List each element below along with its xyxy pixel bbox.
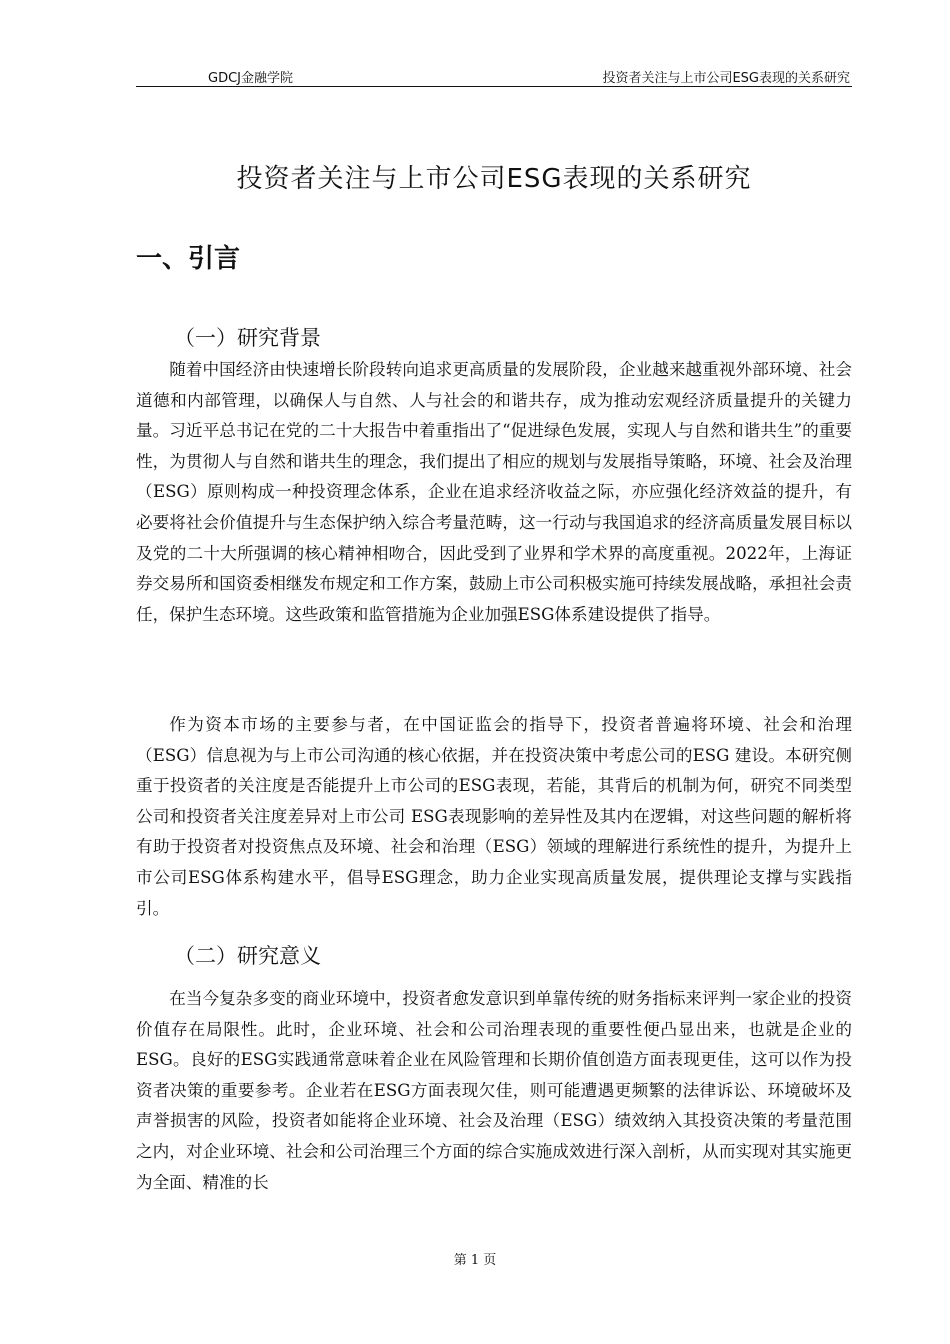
header-running-title: 投资者关注与上市公司ESG表现的关系研究: [602, 71, 850, 86]
header-institution: GDCJ金融学院: [208, 71, 293, 86]
subsection-heading-significance: （二）研究意义: [174, 944, 321, 968]
paragraph-significance-1: 在当今复杂多变的商业环境中，投资者愈发意识到单靠传统的财务指标来评判一家企业的投资价值存在局限性。此时，企业环境、社会和公司治理表现的重要性便凸显出来，也就是企业的ESG。良好的ESG实践通常意味着企业在风险管理和长期价值创造方面表现更佳，这可以作为投资者决策的重要参考。企业若在ESG方面表现欠佳，则可能遭遇更频繁的法律诉讼、环境破坏及声誉损害的风险，投资者如能将企业环境、社会及治理（ESG）绩效纳入其投资决策的考量范围之内，对企业环境、社会和公司治理三个方面的综合实施成效进行深入剖析，从而实现对其实施更为全面、精准的长: [136, 989, 852, 1192]
page-number: 第 1 页: [453, 1253, 497, 1268]
paragraph-background-1: 随着中国经济由快速增长阶段转向追求更高质量的发展阶段，企业越来越重视外部环境、社会道德和内部管理，以确保人与自然、人与社会的和谐共存，成为推动宏观经济质量提升的关键力量。习近平总书记在党的二十大报告中着重指出了“促进绿色发展，实现人与自然和谐共生”的重要性，为贯彻人与自然和谐共生的理念，我们提出了相应的规划与发展指导策略，环境、社会及治理（ESG）原则构成一种投资理念体系，企业在追求经济收益之际，亦应强化经济效益的提升，有必要将社会价值提升与生态保护纳入综合考量范畴，这一行动与我国追求的经济高质量发展目标以及党的二十大所强调的核心精神相吻合，因此受到了业界和学术界的高度重视。2022年，上海证券交易所和国资委相继发布规定和工作方案，鼓励上市公司积极实施可持续发展战略，承担社会责任，保护生态环境。这些政策和监管措施为企业加强ESG体系建设提供了指导。: [136, 360, 852, 624]
document-title: 投资者关注与上市公司ESG表现的关系研究: [236, 164, 752, 194]
section-heading-introduction: 一、引言: [136, 244, 241, 274]
paragraph-background-2: 作为资本市场的主要参与者，在中国证监会的指导下，投资者普遍将环境、社会和治理（ESG）信息视为与上市公司沟通的核心依据，并在投资决策中考虑公司的ESG 建设。本研究侧重于投资者的关注度是否能提升上市公司的ESG表现，若能，其背后的机制为何，研究不同类型公司和投资者关注度差异对上市公司 ESG表现影响的差异性及其内在逻辑，对这些问题的解析将有助于投资者对投资焦点及环境、社会和治理（ESG）领域的理解进行系统性的提升，为提升上市公司ESG体系构建水平，倡导ESG理念，助力企业实现高质量发展，提供理论支撑与实践指引。: [136, 715, 852, 918]
page-header: [136, 64, 852, 87]
subsection-heading-background: （一）研究背景: [174, 326, 321, 350]
